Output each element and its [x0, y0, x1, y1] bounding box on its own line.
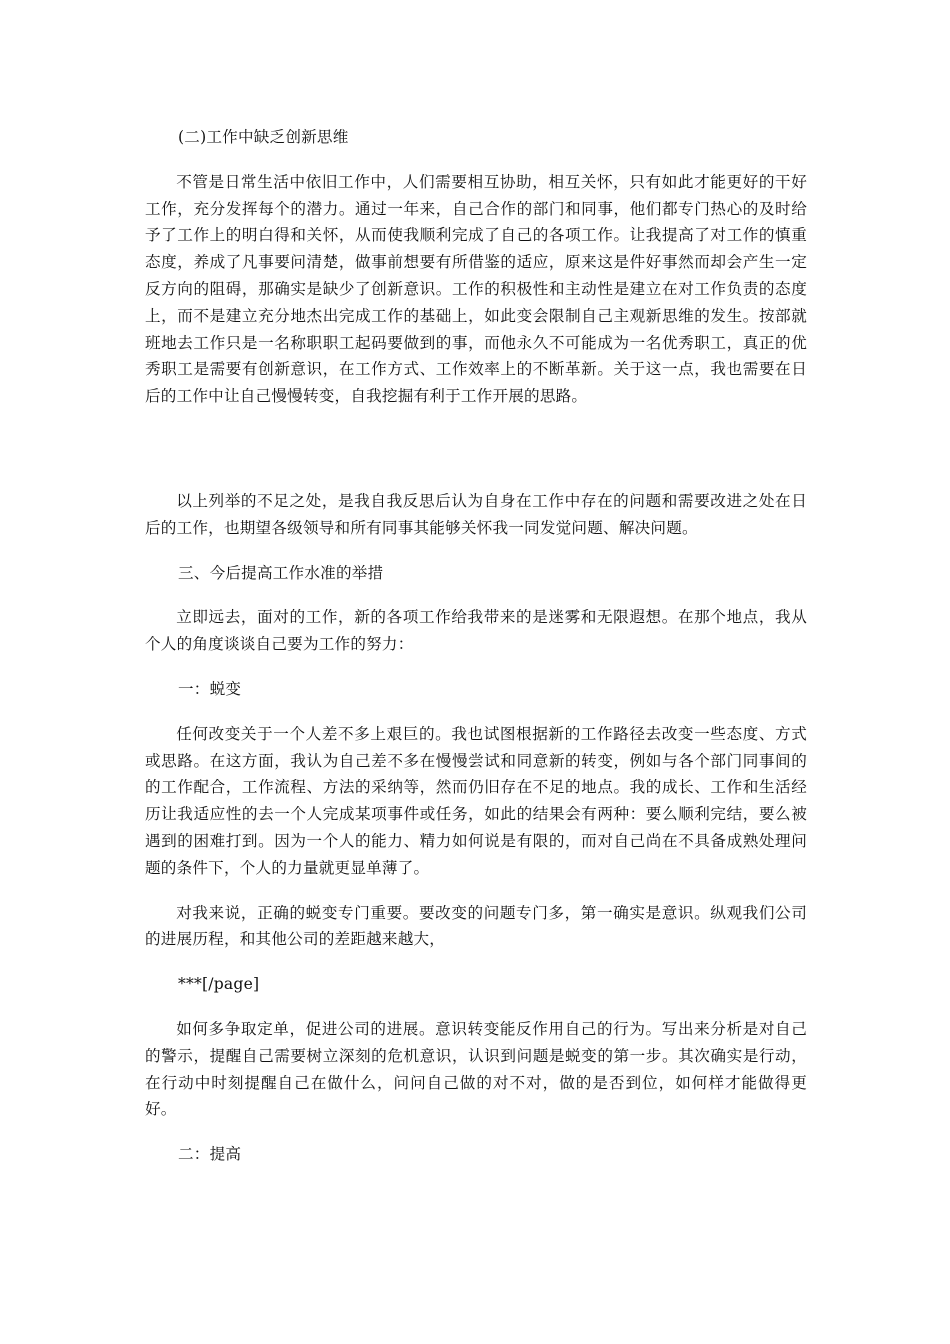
spacer [145, 410, 807, 488]
paragraph-teamwork-and-innovation: 不管是日常生活中依旧工作中，人们需要相互协助，相互关怀，只有如此才能更好的干好工作，充分发挥每个的潜力。通过一年来，自己合作的部门和同事，他们都专门热心的及时给予了工作上的明白得和关怀，从而使我顺利完成了自己的各项工作。让我提高了对工作的慎重态度，养成了凡事要问清楚，做事前想要有所借鉴的适应，原来这是件好事然而却会产生一定反方向的阻碍，那确实是缺少了创新意识。工作的积极性和主动性是建立在对工作负责的态度上，而不是建立充分地杰出完成工作的基础上，如此变会限制自己主观新思维的发生。按部就班地去工作只是一名称职职工起码要做到的事，而他永久不可能成为一名优秀职工，真正的优秀职工是需要有创新意识，在工作方式、工作效率上的不断革新。关于这一点，我也需要在日后的工作中让自己慢慢转变，自我挖掘有利于工作开展的思路。 [145, 172, 807, 406]
spacer [145, 953, 807, 971]
subheading-improvement: 二：提高 [178, 1145, 242, 1164]
spacer [145, 586, 807, 604]
section-heading-improvement-measures: 三、今后提高工作水准的举措 [178, 563, 384, 582]
spacer [145, 542, 807, 560]
document-body [145, 124, 807, 1168]
paragraph-transformation-detail: 任何改变关于一个人差不多上艰巨的。我也试图根据新的工作路径去改变一些态度、方式或思路。在这方面，我认为自己差不多在慢慢尝试和同意新的转变，例如与各个部门同事间的的工作配合，工作流程、方法的采纳等，然而仍旧存在不足的地点。我的成长、工作和生活经历让我适应性的去一个人完成某项事件或任务，如此的结果会有两种：要么顺利完结，要么被遇到的困难打到。因为一个人的能力、精力如何说是有限的，而对自己尚在不具备成熟处理问题的条件下，个人的力量就更显单薄了。 [145, 724, 807, 877]
subheading-transformation: 一：蜕变 [178, 679, 242, 698]
paragraph-action: 如何多争取定单，促进公司的进展。意识转变能反作用自己的行为。写出来分析是对自己的警示，提醒自己需要树立深刻的危机意识，认识到问题是蜕变的第一步。其次确实是行动，在行动中时刻提醒自己在做什么，问问自己做的对不对，做的是否到位，如何样才能做得更好。 [145, 1019, 807, 1119]
spacer [145, 703, 807, 721]
page-break-marker: ***[/page] [178, 975, 260, 994]
spacer [145, 1123, 807, 1141]
spacer [145, 882, 807, 900]
spacer [145, 151, 807, 169]
paragraph-shortcomings-summary: 以上列举的不足之处，是我自我反思后认为自身在工作中存在的问题和需要改进之处在日后的工作，也期望各级领导和所有同事其能够关怀我一同发觉问题、解决问题。 [145, 491, 807, 537]
paragraph-awareness: 对我来说，正确的蜕变专门重要。要改变的问题专门多，第一确实是意识。纵观我们公司的进展历程，和其他公司的差距越来越大， [145, 903, 807, 949]
paragraph-personal-efforts-intro: 立即远去，面对的工作，新的各项工作给我带来的是迷雾和无限遐想。在那个地点，我从个人的角度谈谈自己要为工作的努力： [145, 608, 807, 654]
section-heading-lack-of-innovation: (二)工作中缺乏创新思维 [178, 128, 349, 146]
spacer [145, 658, 807, 676]
spacer [145, 998, 807, 1016]
